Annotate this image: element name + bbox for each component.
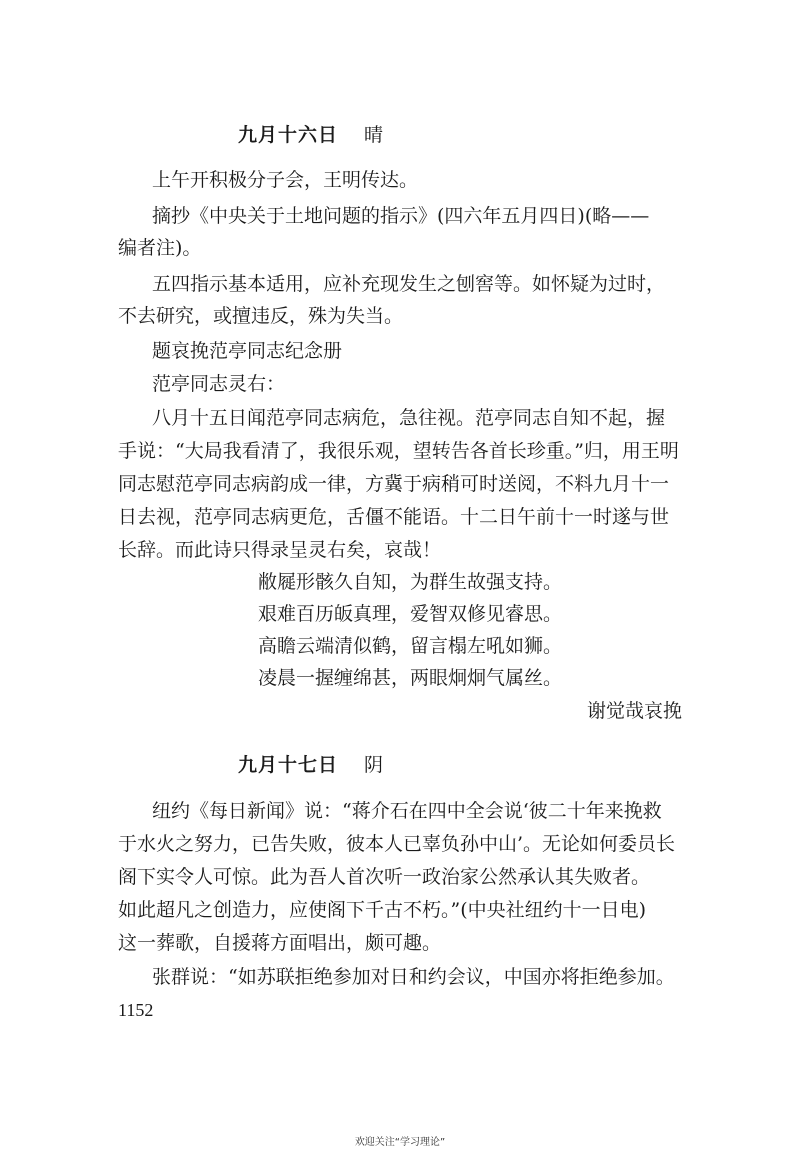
- entry-date: 九月十六日: [238, 124, 339, 146]
- paragraph-line: 题哀挽范亭同志纪念册: [152, 340, 343, 362]
- entry-date: 九月十七日: [238, 754, 339, 776]
- paragraph-line: 阁下实令人可惊。此为吾人首次听一政治家公然承认其失败者。: [118, 866, 651, 888]
- poem-line: 敝屣形骸久自知，为群生故强支持。: [258, 571, 563, 593]
- paragraph-line: 张群说：“如苏联拒绝参加对日和约会议，中国亦将拒绝参加。: [152, 966, 675, 988]
- paragraph-line: 日去视，范亭同志病更危，舌僵不能语。十二日午前十一时遂与世: [118, 506, 670, 528]
- poem-line: 凌晨一握缠绵甚，两眼炯炯气属丝。: [258, 667, 563, 689]
- paragraph-line: 五四指示基本适用，应补充现发生之刨窖等。如怀疑为过时，: [152, 273, 666, 295]
- paragraph-line: 长辞。而此诗只得录呈灵右矣，哀哉！: [118, 539, 442, 561]
- paragraph-line: 范亭同志灵右：: [152, 373, 286, 395]
- entry-heading-sep17: [238, 750, 384, 777]
- paragraph-line: 八月十五日闻范亭同志病危，急往视。范亭同志自知不起，握: [152, 407, 666, 429]
- paragraph-line: 于水火之努力，已告失败，彼本人已辜负孙中山’。无论如何委员长: [118, 833, 676, 855]
- entry-weather: 阴: [364, 754, 385, 776]
- paragraph-line: 不去研究，或擅违反，殊为失当。: [118, 305, 404, 327]
- paragraph-line: 手说：“大局我看清了，我很乐观，望转告各首长珍重。”归，用王明: [118, 440, 679, 462]
- signature: 谢觉哉哀挽: [586, 700, 682, 722]
- entry-weather: 晴: [364, 124, 385, 146]
- paragraph-line: 同志慰范亭同志病韵成一律，方冀于病稍可时送阅，不料九月十一: [118, 473, 670, 495]
- paragraph-line: 摘抄《中央关于土地问题的指示》(四六年五月四日)(略——: [152, 205, 650, 227]
- page-number: 1152: [118, 1000, 154, 1020]
- paragraph-line: 编者注)。: [118, 237, 202, 259]
- entry-heading-sep16: [238, 120, 384, 147]
- paragraph-line: 这一葬歌，自援蒋方面唱出，颇可趣。: [118, 932, 442, 954]
- footer-note: 欢迎关注“学习理论”: [354, 1137, 446, 1148]
- paragraph-line: 纽约《每日新闻》说：“蒋介石在四中全会说‘彼二十年来挽救: [152, 800, 662, 822]
- poem-line: 艰难百历皈真理，爱智双修见睿思。: [258, 603, 563, 625]
- poem-line: 高瞻云端清似鹤，留言榻左吼如狮。: [258, 635, 563, 657]
- paragraph-line: 上午开积极分子会，王明传达。: [152, 169, 419, 191]
- paragraph-line: 如此超凡之创造力，应使阁下千古不朽。”(中央社纽约十一日电): [118, 899, 647, 921]
